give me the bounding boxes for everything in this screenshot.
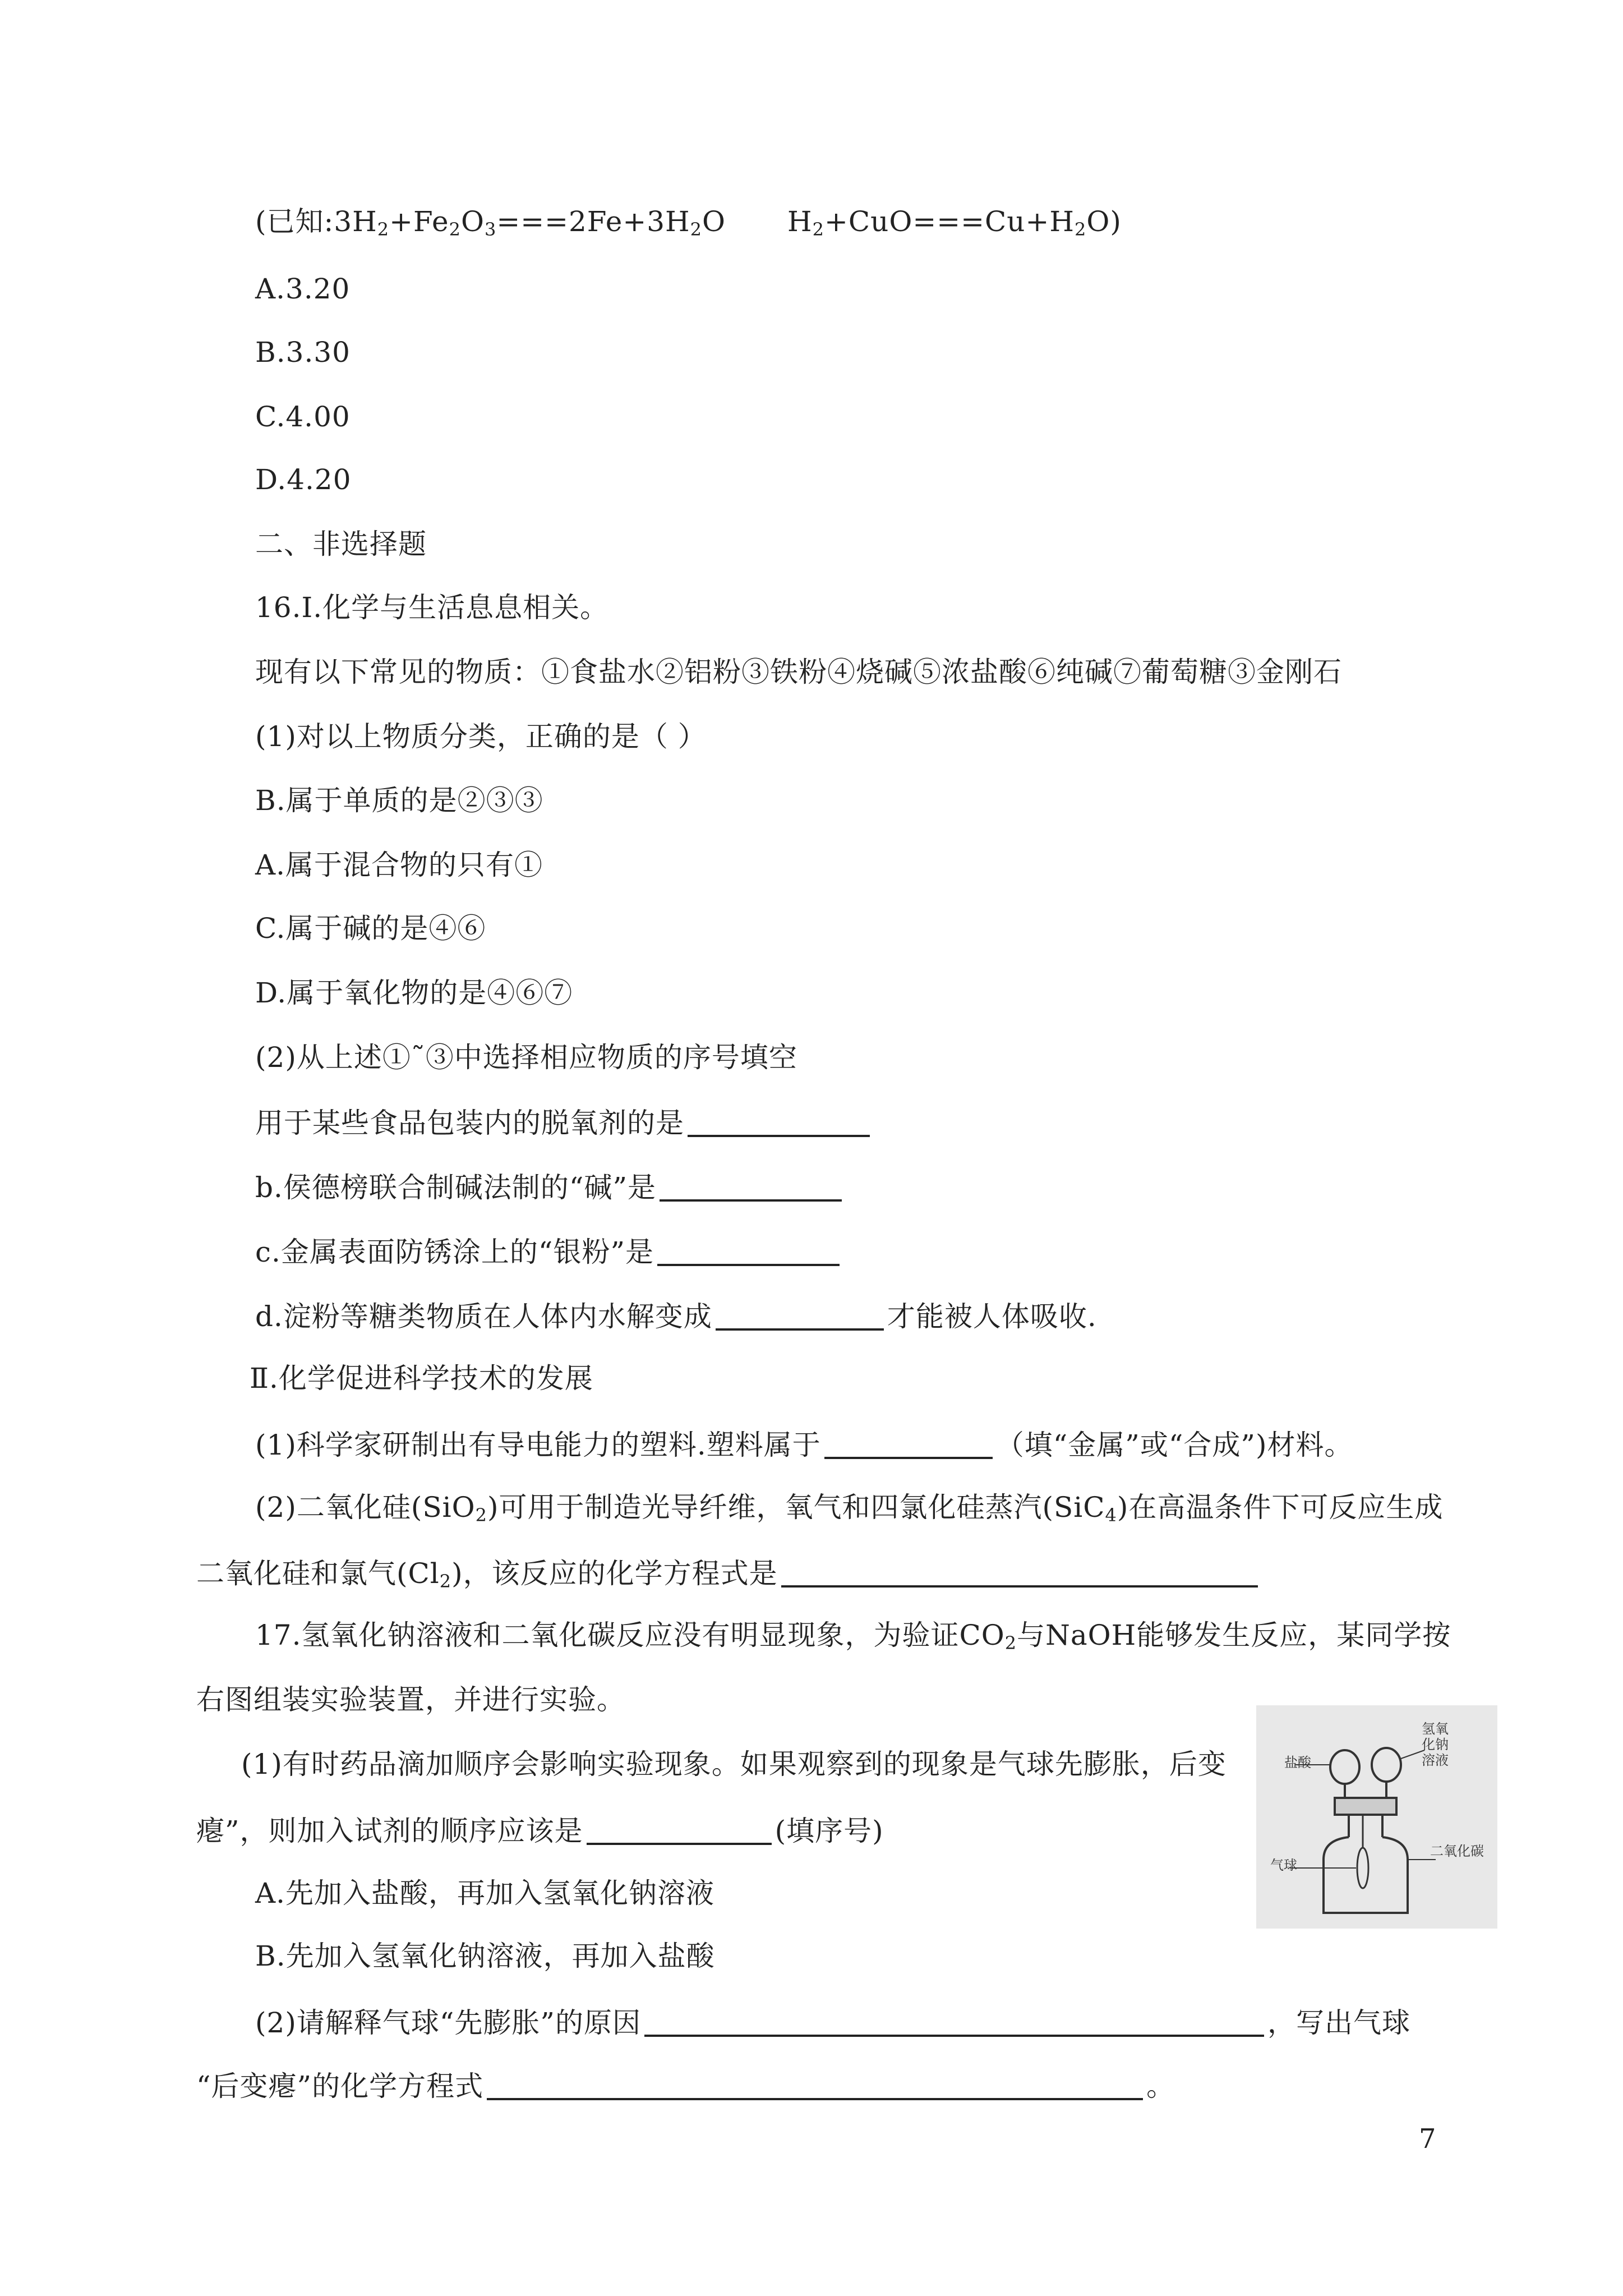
option-c: C.4.00 — [255, 401, 351, 433]
apparatus-diagram — [1256, 1705, 1497, 1929]
answer-blank[interactable] — [824, 1429, 993, 1459]
q16-materials: 现有以下常见的物质：①食盐水②铝粉③铁粉④烧碱⑤浓盐酸⑥纯碱⑦葡萄糖③金刚石 — [255, 656, 1342, 688]
q16-option-d: D.属于氧化物的是④⑥⑦ — [255, 977, 573, 1009]
label-co2: 二氧化碳 — [1430, 1843, 1484, 1859]
flask — [1324, 1837, 1408, 1913]
option-a: A.3.20 — [255, 273, 351, 305]
label-naoh-2: 化钠 — [1422, 1737, 1449, 1752]
q17-line2: 右图组装实验装置，并进行实验。 — [196, 1683, 625, 1716]
known-equations: (已知$:3H_2+Fe_2O_3===2Fe+3H_2O$ $H_2+CuO===Cu+H_2O$) — [255, 205, 1122, 240]
answer-blank[interactable] — [660, 1171, 842, 1202]
q16-title: 16.I.化学与生活息息相关。 — [255, 591, 609, 624]
q16-ii-2-line2: 二氧化硅和氯气$(Cl_2)$，该反应的化学方程式是 — [196, 1557, 1261, 1588]
answer-blank[interactable] — [781, 1557, 1258, 1588]
answer-blank[interactable] — [487, 2070, 1143, 2100]
label-balloon: 气球 — [1270, 1857, 1297, 1873]
q16-fill-d: d.淀粉等糖类物质在人体内水解变成 才能被人体吸收. — [255, 1300, 1097, 1333]
answer-blank[interactable] — [587, 1815, 772, 1845]
label-naoh-3: 溶液 — [1422, 1752, 1449, 1768]
q16-part1: (1)对以上物质分类，正确的是（ ） — [255, 720, 707, 753]
q16-option-a: A.属于混合物的只有① — [255, 849, 543, 881]
q16-fill-b: b.侯德榜联合制碱法制的“碱”是 — [255, 1171, 845, 1202]
q16-ii-1: (1)科学家研制出有导电能力的塑料.塑料属于 （填“金属”或“合成”)材料。 — [255, 1429, 1353, 1461]
label-naoh-1: 氢氧 — [1422, 1721, 1449, 1737]
label-hcl: 盐酸 — [1284, 1755, 1311, 1770]
apparatus-figure — [1256, 1705, 1497, 1929]
option-b: B.3.30 — [255, 336, 351, 369]
answer-blank[interactable] — [688, 1107, 870, 1137]
q17-part1-cont: 瘪”，则加入试剂的顺序应该是 (填序号) — [196, 1815, 884, 1847]
answer-blank[interactable] — [644, 2007, 1264, 2037]
section-heading: 二、非选择题 — [255, 528, 427, 560]
stopper — [1335, 1798, 1396, 1815]
answer-blank[interactable] — [716, 1300, 884, 1331]
q17-option-a: A.先加入盐酸，再加入氢氧化钠溶液 — [255, 1877, 715, 1910]
q16-fill-a: 用于某些食品包装内的脱氧剂的是 — [255, 1107, 873, 1137]
q17-option-b: B.先加入氢氧化钠溶液，再加入盐酸 — [255, 1940, 715, 1972]
dropper-bulb-right — [1372, 1748, 1401, 1782]
option-d: D.4.20 — [255, 463, 352, 496]
q17-line1: 17.氢氧化钠溶液和二氧化碳反应没有明显现象，为验证$CO_2$与NaOH能够发生反应，某同学按 — [255, 1619, 1451, 1654]
balloon — [1357, 1848, 1368, 1888]
q16-part-ii-heading: Ⅱ.化学促进科学技术的发展 — [250, 1362, 593, 1395]
q17-part2: (2)请解释气球“先膨胀”的原因 ，写出气球 — [255, 2007, 1410, 2039]
dropper-bulb-left — [1330, 1750, 1359, 1784]
answer-blank[interactable] — [657, 1236, 840, 1266]
q16-part2: (2)从上述①˜③中选择相应物质的序号填空 — [255, 1041, 797, 1074]
q17-part1: (1)有时药品滴加顺序会影响实验现象。如果观察到的现象是气球先膨胀，后变 — [241, 1748, 1227, 1780]
q17-part2-cont: “后变瘪”的化学方程式 。 — [196, 2070, 1175, 2102]
q16-fill-c: c.金属表面防锈涂上的“银粉”是 — [255, 1236, 843, 1266]
q16-option-b: B.属于单质的是②③③ — [255, 784, 543, 817]
page-number: 7 — [1419, 2123, 1436, 2155]
q16-ii-2-line1: (2)二氧化硅(SiO$_2$)可用于制造光导纤维，氧气和四氯化硅蒸汽(SiC$_4$)在高温条件下可反应生成 — [255, 1491, 1444, 1526]
q16-option-c: C.属于碱的是④⑥ — [255, 912, 486, 945]
